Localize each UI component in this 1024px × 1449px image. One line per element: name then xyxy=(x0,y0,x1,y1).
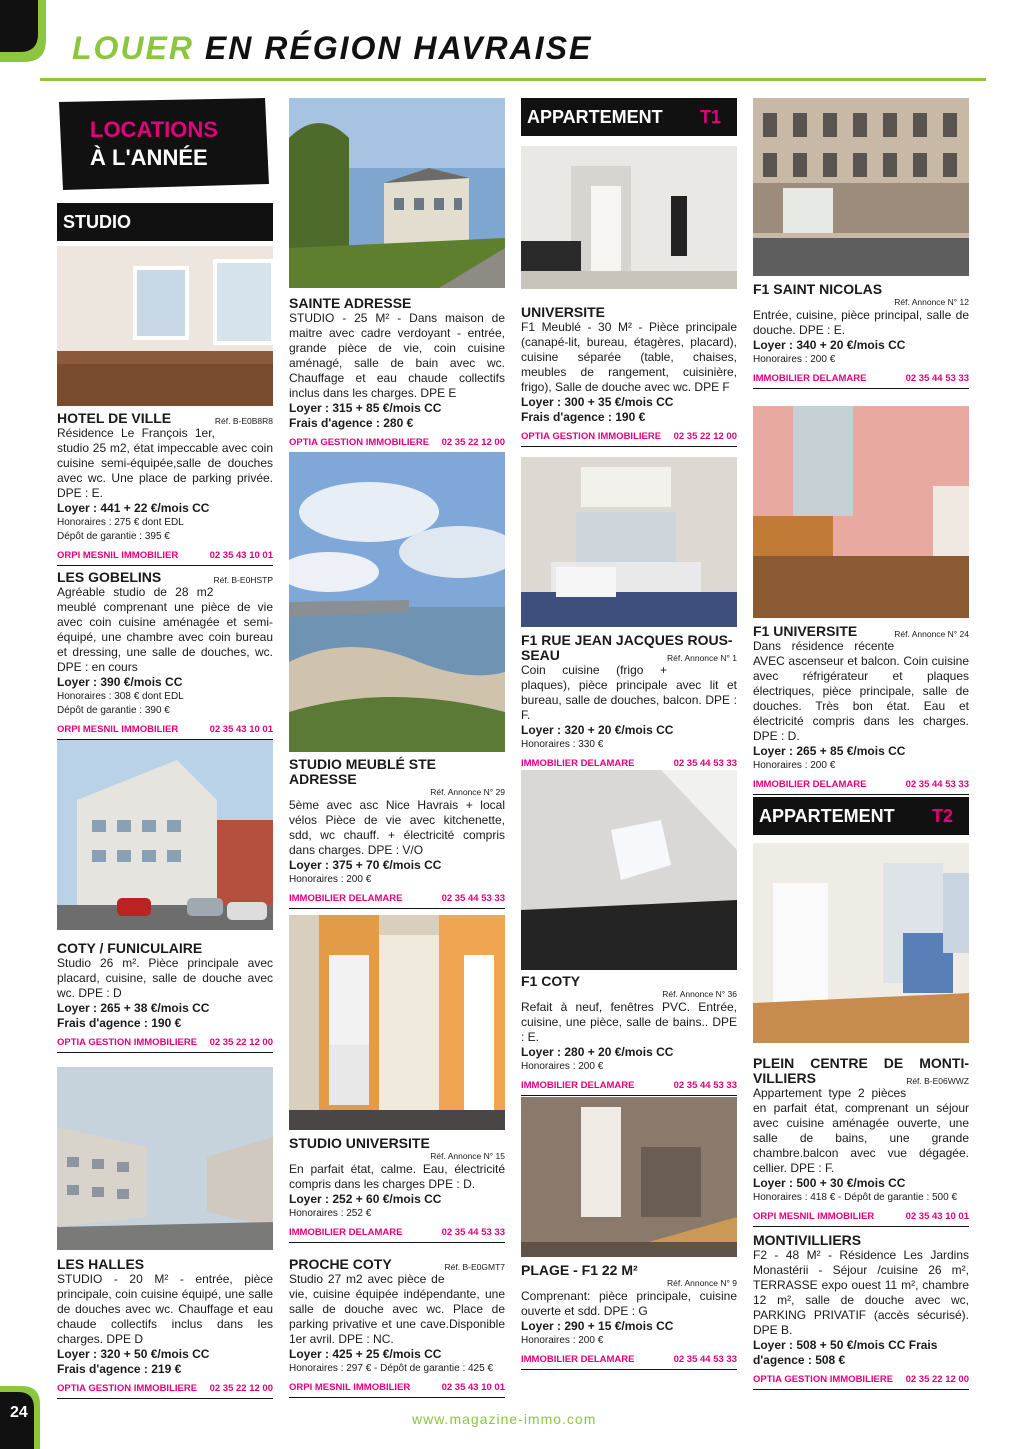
listing-plage: PLAGE - F1 22 M² Réf. Annonce N° 9 Comprenant: pièce principale, cuisine ouverte et sdd. DPE : G Loyer : 290 + 15 €/mois CC Honoraires : 200 € IMMOBILIER DELAMARE 02 35 44 53 33 xyxy=(521,1263,737,1370)
listing-f1-rousseau: F1 RUE JEAN JACQUES ROUS- SEAU Réf. Annonce N° 1 Coin cuisine (frigo + plaques), pièce principale avec lit et bureau, salle de douches, balcon. DPE : F. Loyer : 320 + 20 €/mois CC Honoraires : 330 € IMMOBILIER DELAMARE 02 35 44 53 33 xyxy=(521,633,737,774)
listing-hotel-de-ville: HOTEL DE VILLE Réf. B-E0B8R8 Résidence Le François 1er, studio 25 m2, état impeccable avec coin cuisine semi-équipée,salle de douches avec wc. Une place de parking privée. DPE : E. Loyer : 441 + 22 €/mois CC Honoraires : 275 € dont EDL Dépôt de garantie : 395 € ORPI MESNIL IMMOBILIER 02 35 43 10 01 xyxy=(57,411,273,566)
photo-f1-saint-nicolas-street xyxy=(753,98,969,276)
listing-montivilliers: MONTIVILLIERS F2 - 48 M² - Résidence Les Jardins Monastérii - Séjour /cuisine 26 m², TERRASSE expo ouest 11 m², chambre 12 m², salle de douche avec wc, PARKING PRIVATIF (accès sécurisé). DPE B. Loyer : 508 + 50 €/mois CC Frais d'agence : 508 € OPTIA GESTION IMMOBILIERE 02 35 22 12 00 xyxy=(753,1233,969,1390)
listing-proche-coty: PROCHE COTY Réf. B-E0GMT7 Studio 27 m2 avec pièce de vie, cuisine équipée indépendante, une salle de douche avec wc. Place de parking privative et une cave.Disponible 1er avril. DPE : NC. Loyer : 425 + 25 €/mois CC Honoraires : 297 € - Dépôt de garantie : 425 € ORPI MESNIL IMMOBILIER 02 35 43 10 01 xyxy=(289,1257,505,1398)
page-number: 24 xyxy=(10,1404,28,1421)
photo-f1-coty-attic xyxy=(521,770,737,970)
listing-plein-centre: PLEIN CENTRE DE MONTI- VILLIERS Réf. B-E06WWZ Appartement type 2 pièces en parfait état, comprenant un séjour avec cuisine aménagée ouverte, une salle de bains, une grande chambre.balcon avec vue dégagée. cellier. DPE : F. Loyer : 500 + 30 €/mois CC Honoraires : 418 € - Dépôt de garantie : 500 € ORPI MESNIL IMMOBILIER 02 35 43 10 01 xyxy=(753,1056,969,1227)
photo-studio-universite-kitchen xyxy=(289,915,505,1130)
listing-les-gobelins: LES GOBELINS Réf. B-E0HSTP Agréable studio de 28 m2 meublé comprenant une pièce de vie avec coin cuisine aménagée et semi-équipé, une chambre avec coin bureau et dressing, une salle de douches, wc. DPE : en cours Loyer : 390 €/mois CC Honoraires : 308 € dont EDL Dépôt de garantie : 390 € ORPI MESNIL IMMOBILIER 02 35 43 10 01 xyxy=(57,570,273,740)
section-appartement-t1: APPARTEMENT T1 xyxy=(521,98,737,136)
listing-sainte-adresse: SAINTE ADRESSE STUDIO - 25 M² - Dans maison de maitre avec cadre verdoyant - entrée, grande pièce de vie, coin cuisine aménagé, salle de bain avec wc. Chauffage et eau chaude collectifs inclus dans les charges. DPE E Loyer : 315 + 85 €/mois CC Frais d'agence : 280 € OPTIA GESTION IMMOBILIERE 02 35 22 12 00 xyxy=(289,296,505,453)
photo-coty-building xyxy=(57,740,273,930)
listing-coty-funiculaire: COTY / FUNICULAIRE Studio 26 m². Pièce principale avec placard, cuisine, salle de douche avec wc. DPE : D Loyer : 265 + 38 €/mois CC Frais d'agence : 190 € OPTIA GESTION IMMOBILIERE 02 35 22 12 00 xyxy=(57,941,273,1053)
photo-les-halles-street xyxy=(57,1067,273,1250)
footer-website[interactable]: www.magazine-immo.com xyxy=(412,1411,597,1427)
title-rule xyxy=(40,78,986,81)
photo-sainte-adresse-house xyxy=(289,98,505,288)
listing-f1-coty: F1 COTY Réf. Annonce N° 36 Refait à neuf, fenêtres PVC. Entrée, cuisine, une pièce, salle de bains.. DPE : E. Loyer : 280 + 20 €/mois CC Honoraires : 200 € IMMOBILIER DELAMARE 02 35 44 53 33 xyxy=(521,974,737,1096)
listing-f1-universite: F1 UNIVERSITE Réf. Annonce N° 24 Dans résidence récente AVEC ascenseur et balcon. Coin cuisine avec réfrigérateur et plaques électriques, pièce principale, salle de douches. Très bon état. Eau et électricité compris dans les charges. DPE : D. Loyer : 265 + 85 €/mois CC Honoraires : 200 € IMMOBILIER DELAMARE 02 35 44 53 33 xyxy=(753,624,969,795)
section-studio: STUDIO xyxy=(57,203,273,241)
listing-universite: UNIVERSITE F1 Meublé - 30 M² - Pièce principale (canapé-lit, bureau, étagères, placard), cuisine séparée (table, chaises, meubles de rangement, cuisinière, frigo), Salle de douche avec wc. DPE F Loyer : 300 + 35 €/mois CC Frais d'agence : 190 € OPTIA GESTION IMMOBILIERE 02 35 22 12 00 xyxy=(521,305,737,447)
photo-sea-view xyxy=(289,452,505,752)
photo-universite-room xyxy=(521,146,737,289)
page-title: LOUER EN RÉGION HAVRAISE xyxy=(72,30,593,66)
photo-kitchenette xyxy=(521,457,737,627)
listing-studio-meuble: STUDIO MEUBLÉ STE ADRESSE Réf. Annonce N° 29 5ème avec asc Nice Havrais + local vélos Pièce de vie avec kitchenette, sdd, wc chauff. + électricité compris dans charges. DPE : V/O Loyer : 375 + 70 €/mois CC Honoraires : 200 € IMMOBILIER DELAMARE 02 35 44 53 33 xyxy=(289,757,505,909)
photo-plein-centre-room xyxy=(753,843,969,1043)
photo-empty-room xyxy=(57,246,273,406)
section-appartement-t2: APPARTEMENT T2 xyxy=(753,797,969,835)
listing-les-halles: LES HALLES STUDIO - 20 M² - entrée, pièce principale, coin cuisine équipé, une salle de douches avec wc. Chauffage et eau chaude collectifs inclus dans les charges. DPE D Loyer : 320 + 50 €/mois CC Frais d'agence : 219 € OPTIA GESTION IMMOBILIERE 02 35 22 12 00 xyxy=(57,1257,273,1399)
listing-studio-universite: STUDIO UNIVERSITE Réf. Annonce N° 15 En parfait état, calme. Eau, électricité compris dans les charges DPE : D. Loyer : 252 + 60 €/mois CC Honoraires : 252 € IMMOBILIER DELAMARE 02 35 44 53 33 xyxy=(289,1136,505,1243)
listing-f1-saint-nicolas: F1 SAINT NICOLAS Réf. Annonce N° 12 Entrée, cuisine, pièce principal, salle de douche. DPE : E. Loyer : 340 + 20 €/mois CC Honoraires : 200 € IMMOBILIER DELAMARE 02 35 44 53 33 xyxy=(753,282,969,389)
photo-plage-room xyxy=(521,1097,737,1257)
corner-tab-top xyxy=(0,0,46,62)
photo-f1-universite-room xyxy=(753,406,969,618)
locations-badge-text: LOCATIONS À L'ANNÉE xyxy=(90,117,218,170)
